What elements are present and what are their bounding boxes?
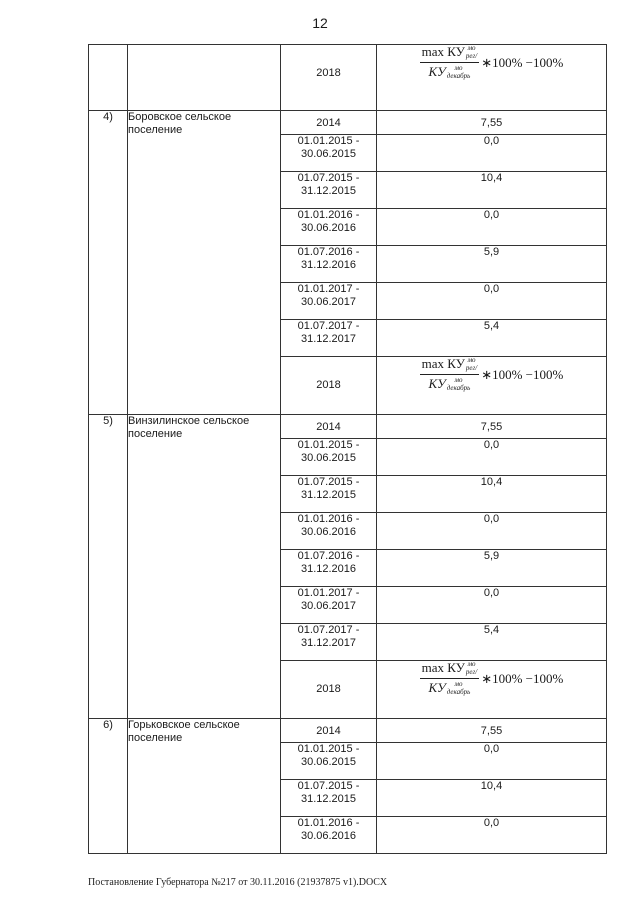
formula-denominator (427, 679, 473, 696)
formula-denominator-sub: декабрь (446, 688, 471, 696)
period-cell: 2014 (281, 719, 377, 743)
period-cell: 01.01.2015 - 30.06.2015 (281, 439, 377, 476)
period-cell: 01.01.2016 - 30.06.2016 (281, 513, 377, 550)
period-cell: 01.07.2015 - 31.12.2015 (281, 172, 377, 209)
value-cell: 0,0 (377, 587, 607, 624)
formula-denominator-sup: мо (454, 64, 463, 72)
value-cell: 0,0 (377, 513, 607, 550)
formula-numerator-scripts (466, 45, 477, 60)
value-cell: 10,4 (377, 476, 607, 513)
table-row-continuation (89, 45, 607, 111)
formula-denominator-scripts (447, 65, 471, 80)
period-cell: 01.07.2015 - 31.12.2015 (281, 476, 377, 513)
name-cell (128, 45, 281, 111)
period-cell: 01.07.2017 - 31.12.2017 (281, 624, 377, 661)
formula-denominator-scripts (447, 681, 471, 696)
value-cell: 7,55 (377, 719, 607, 743)
settlement-number: 6) (89, 719, 128, 854)
formula-denominator-text: КУ (428, 376, 446, 391)
table-row (89, 719, 607, 743)
period-cell: 2018 (281, 661, 377, 719)
tariff-table (88, 44, 607, 854)
formula-numerator (420, 661, 480, 679)
formula-fraction (420, 661, 480, 696)
formula-denominator-sub: декабрь (446, 72, 471, 80)
period-cell: 01.01.2017 - 30.06.2017 (281, 283, 377, 320)
formula-denominator-sub: декабрь (446, 384, 471, 392)
period-cell: 2014 (281, 111, 377, 135)
value-cell: 0,0 (377, 439, 607, 476)
formula-cell (377, 45, 607, 111)
formula-numerator-text: max КУ (421, 660, 465, 675)
formula-denominator (427, 375, 473, 392)
formula-denominator-scripts (447, 377, 471, 392)
period-cell: 2014 (281, 415, 377, 439)
formula-denominator-sup: мо (454, 376, 463, 384)
period-cell: 01.01.2015 - 30.06.2015 (281, 135, 377, 172)
period-cell: 01.07.2016 - 31.12.2016 (281, 246, 377, 283)
period-cell: 01.01.2017 - 30.06.2017 (281, 587, 377, 624)
value-cell: 0,0 (377, 743, 607, 780)
settlement-number: 5) (89, 415, 128, 719)
formula-denominator (427, 63, 473, 80)
value-cell: 5,4 (377, 624, 607, 661)
formula-tail: ∗100% −100% (481, 671, 564, 686)
document-footer: Постановление Губернатора №217 от 30.11.2016 (21937875 v1).DOCX (88, 877, 388, 888)
settlement-number: 4) (89, 111, 128, 415)
period-cell: 01.07.2017 - 31.12.2017 (281, 320, 377, 357)
formula-numerator-text: max КУ (421, 44, 465, 59)
value-cell: 7,55 (377, 111, 607, 135)
num-cell (89, 45, 128, 111)
table-row (89, 111, 607, 135)
value-cell: 5,9 (377, 246, 607, 283)
period-cell: 01.07.2016 - 31.12.2016 (281, 550, 377, 587)
settlement-name: Горьковское сельское поселение (128, 719, 281, 854)
formula-numerator-sub: рег/ (465, 668, 478, 676)
period-cell: 01.01.2016 - 30.06.2016 (281, 817, 377, 854)
formula-denominator-sup: мо (454, 680, 463, 688)
formula-tail: ∗100% −100% (481, 55, 564, 70)
formula-numerator-sup: мо (467, 356, 476, 364)
period-cell: 01.01.2015 - 30.06.2015 (281, 743, 377, 780)
formula-fraction (420, 45, 480, 80)
value-cell: 0,0 (377, 283, 607, 320)
period-cell: 01.07.2015 - 31.12.2015 (281, 780, 377, 817)
period-cell: 01.01.2016 - 30.06.2016 (281, 209, 377, 246)
period-cell: 2018 (281, 357, 377, 415)
value-cell: 5,4 (377, 320, 607, 357)
formula-numerator-sup: мо (467, 660, 476, 668)
value-cell: 7,55 (377, 415, 607, 439)
value-cell: 10,4 (377, 172, 607, 209)
settlement-name: Боровское сельское поселение (128, 111, 281, 415)
formula-cell (377, 357, 607, 415)
tariff-formula (420, 661, 564, 696)
tariff-table-body (89, 45, 607, 854)
formula-numerator-text: max КУ (421, 356, 465, 371)
value-cell: 5,9 (377, 550, 607, 587)
table-row (89, 415, 607, 439)
formula-numerator (420, 357, 480, 375)
formula-numerator-sub: рег/ (465, 364, 478, 372)
value-cell: 0,0 (377, 135, 607, 172)
formula-numerator-scripts (466, 661, 477, 676)
period-cell: 2018 (281, 45, 377, 111)
value-cell: 0,0 (377, 209, 607, 246)
formula-denominator-text: КУ (428, 64, 446, 79)
formula-fraction (420, 357, 480, 392)
value-cell: 10,4 (377, 780, 607, 817)
formula-numerator-scripts (466, 357, 477, 372)
formula-cell (377, 661, 607, 719)
formula-numerator (420, 45, 480, 63)
value-cell: 0,0 (377, 817, 607, 854)
formula-denominator-text: КУ (428, 680, 446, 695)
tariff-formula (420, 357, 564, 392)
settlement-name: Винзилинское сельское поселение (128, 415, 281, 719)
formula-numerator-sup: мо (467, 44, 476, 52)
page-number: 12 (312, 15, 328, 31)
formula-numerator-sub: рег/ (465, 52, 478, 60)
tariff-formula (420, 45, 564, 80)
formula-tail: ∗100% −100% (481, 367, 564, 382)
